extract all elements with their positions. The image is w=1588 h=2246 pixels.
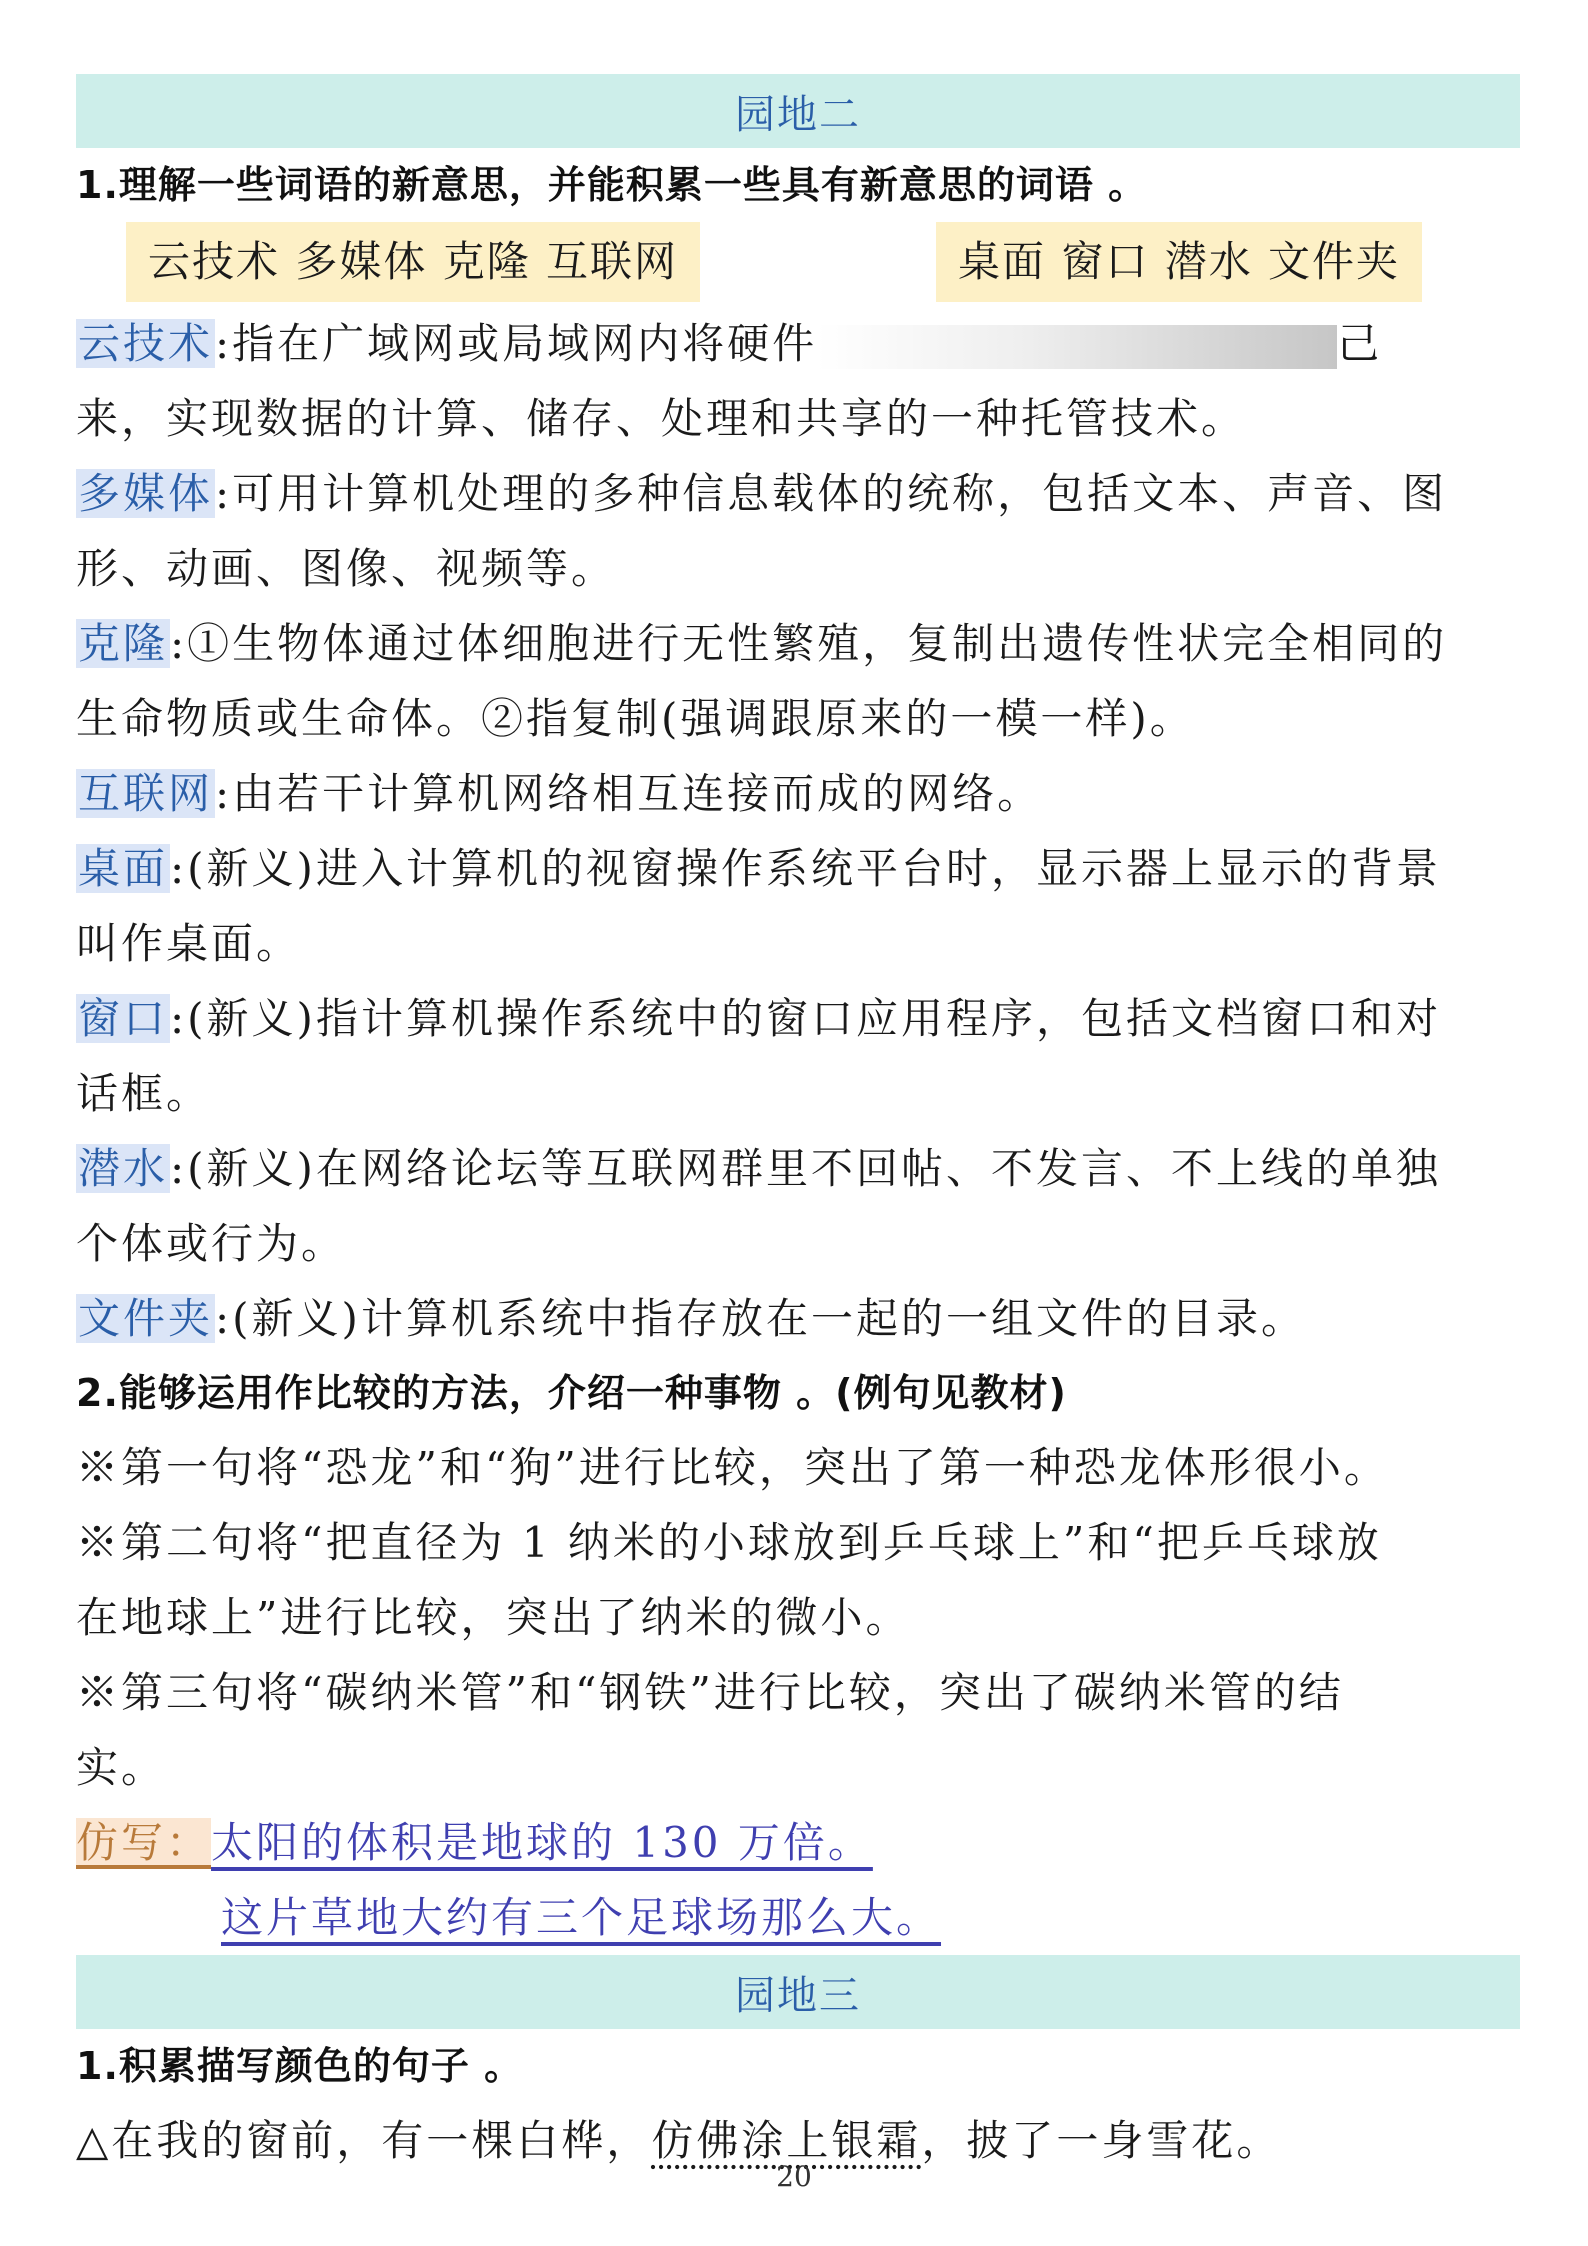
image-fade-overlay: [817, 325, 1337, 369]
sentence-emphasis: 仿佛涂上银霜: [651, 2116, 922, 2165]
definition-line: [76, 1281, 1520, 1356]
sentence-text: ，披了一身雪花。: [921, 2116, 1282, 2165]
page-number: 20: [776, 2160, 812, 2193]
note-line: ※第一句将“恐龙”和“狗”进行比较，突出了第一种恐龙体形很小。: [76, 1443, 1389, 1492]
imitation-line: [76, 1880, 1520, 1955]
section-title: 园地二: [735, 91, 861, 138]
word-chips: [76, 222, 1520, 306]
definition-line: 个体或行为。: [76, 1219, 347, 1268]
page: [76, 74, 1520, 2178]
imitation-label: 仿写：: [76, 1818, 212, 1867]
definition-line: [76, 831, 1520, 906]
definition-line: 生命物质或生命体。②指复制(强调跟原来的一模一样)。: [76, 694, 1195, 743]
definition-line: 话框。: [76, 1069, 212, 1118]
note-line: ※第二句将“把直径为 1 纳米的小球放到乒乓球上”和“把乒乓球放: [76, 1518, 1382, 1567]
definition-text: :由若干计算机网络相互连接而成的网络。: [215, 769, 1043, 818]
definition-text: :指在广域网或局域网内将硬件: [215, 319, 818, 368]
definition-text: :(新义)指计算机操作系统中的窗口应用程序，包括文档窗口和对: [170, 994, 1441, 1043]
term-label: 互联网: [78, 769, 214, 818]
imitation-text: 这片草地大约有三个足球场那么大。: [221, 1893, 942, 1942]
definition-line: [76, 606, 1520, 681]
definition-text: :(新义)计算机系统中指存放在一起的一组文件的目录。: [215, 1294, 1306, 1343]
term-label: 桌面: [78, 844, 169, 893]
definition-line: 形、动画、图像、视频等。: [76, 544, 617, 593]
word-chip-left: 云技术 多媒体 克隆 互联网: [126, 222, 700, 302]
section-header-yuandi-3: [76, 1955, 1520, 2029]
term-label: 窗口: [78, 994, 169, 1043]
imitation-line: [76, 1805, 1520, 1880]
definition-line: [76, 756, 1520, 831]
note-line: 在地球上”进行比较，突出了纳米的微小。: [76, 1593, 911, 1642]
term-label: 云技术: [78, 319, 214, 368]
note-line: ※第三句将“碳纳米管”和“钢铁”进行比较，突出了碳纳米管的结: [76, 1668, 1344, 1717]
term-label: 潜水: [78, 1144, 169, 1193]
term-label: 文件夹: [78, 1294, 214, 1343]
definition-line: [76, 306, 1520, 381]
imitation-text: 太阳的体积是地球的 130 万倍。: [211, 1818, 873, 1867]
definition-line: [76, 1131, 1520, 1206]
definition-line: 叫作桌面。: [76, 919, 302, 968]
heading-vocabulary: 1.理解一些词语的新意思，并能积累一些具有新意思的词语 。: [76, 163, 1148, 207]
definition-line: [76, 981, 1520, 1056]
section-title: 园地三: [735, 1972, 861, 2019]
definition-text: :(新义)进入计算机的视窗操作系统平台时，显示器上显示的背景: [170, 844, 1441, 893]
sentence-text: △在我的窗前，有一棵白桦，: [76, 2116, 652, 2165]
definition-line: [76, 456, 1520, 531]
definition-line: 来，实现数据的计算、储存、处理和共享的一种托管技术。: [76, 394, 1247, 443]
definition-tail: 己: [1337, 319, 1383, 368]
definition-text: :可用计算机处理的多种信息载体的统称，包括文本、声音、图: [215, 469, 1448, 518]
term-label: 多媒体: [78, 469, 214, 518]
definition-text: :(新义)在网络论坛等互联网群里不回帖、不发言、不上线的单独: [170, 1144, 1441, 1193]
heading-colors: 1.积累描写颜色的句子 。: [76, 2044, 524, 2088]
term-label: 克隆: [78, 619, 169, 668]
heading-comparison: 2.能够运用作比较的方法，介绍一种事物 。(例句见教材): [76, 1371, 1067, 1415]
note-line: 实。: [76, 1743, 167, 1792]
word-chip-right: 桌面 窗口 潜水 文件夹: [936, 222, 1422, 302]
definition-text: :①生物体通过体细胞进行无性繁殖，复制出遗传性状完全相同的: [170, 619, 1448, 668]
section-header-yuandi-2: [76, 74, 1520, 148]
